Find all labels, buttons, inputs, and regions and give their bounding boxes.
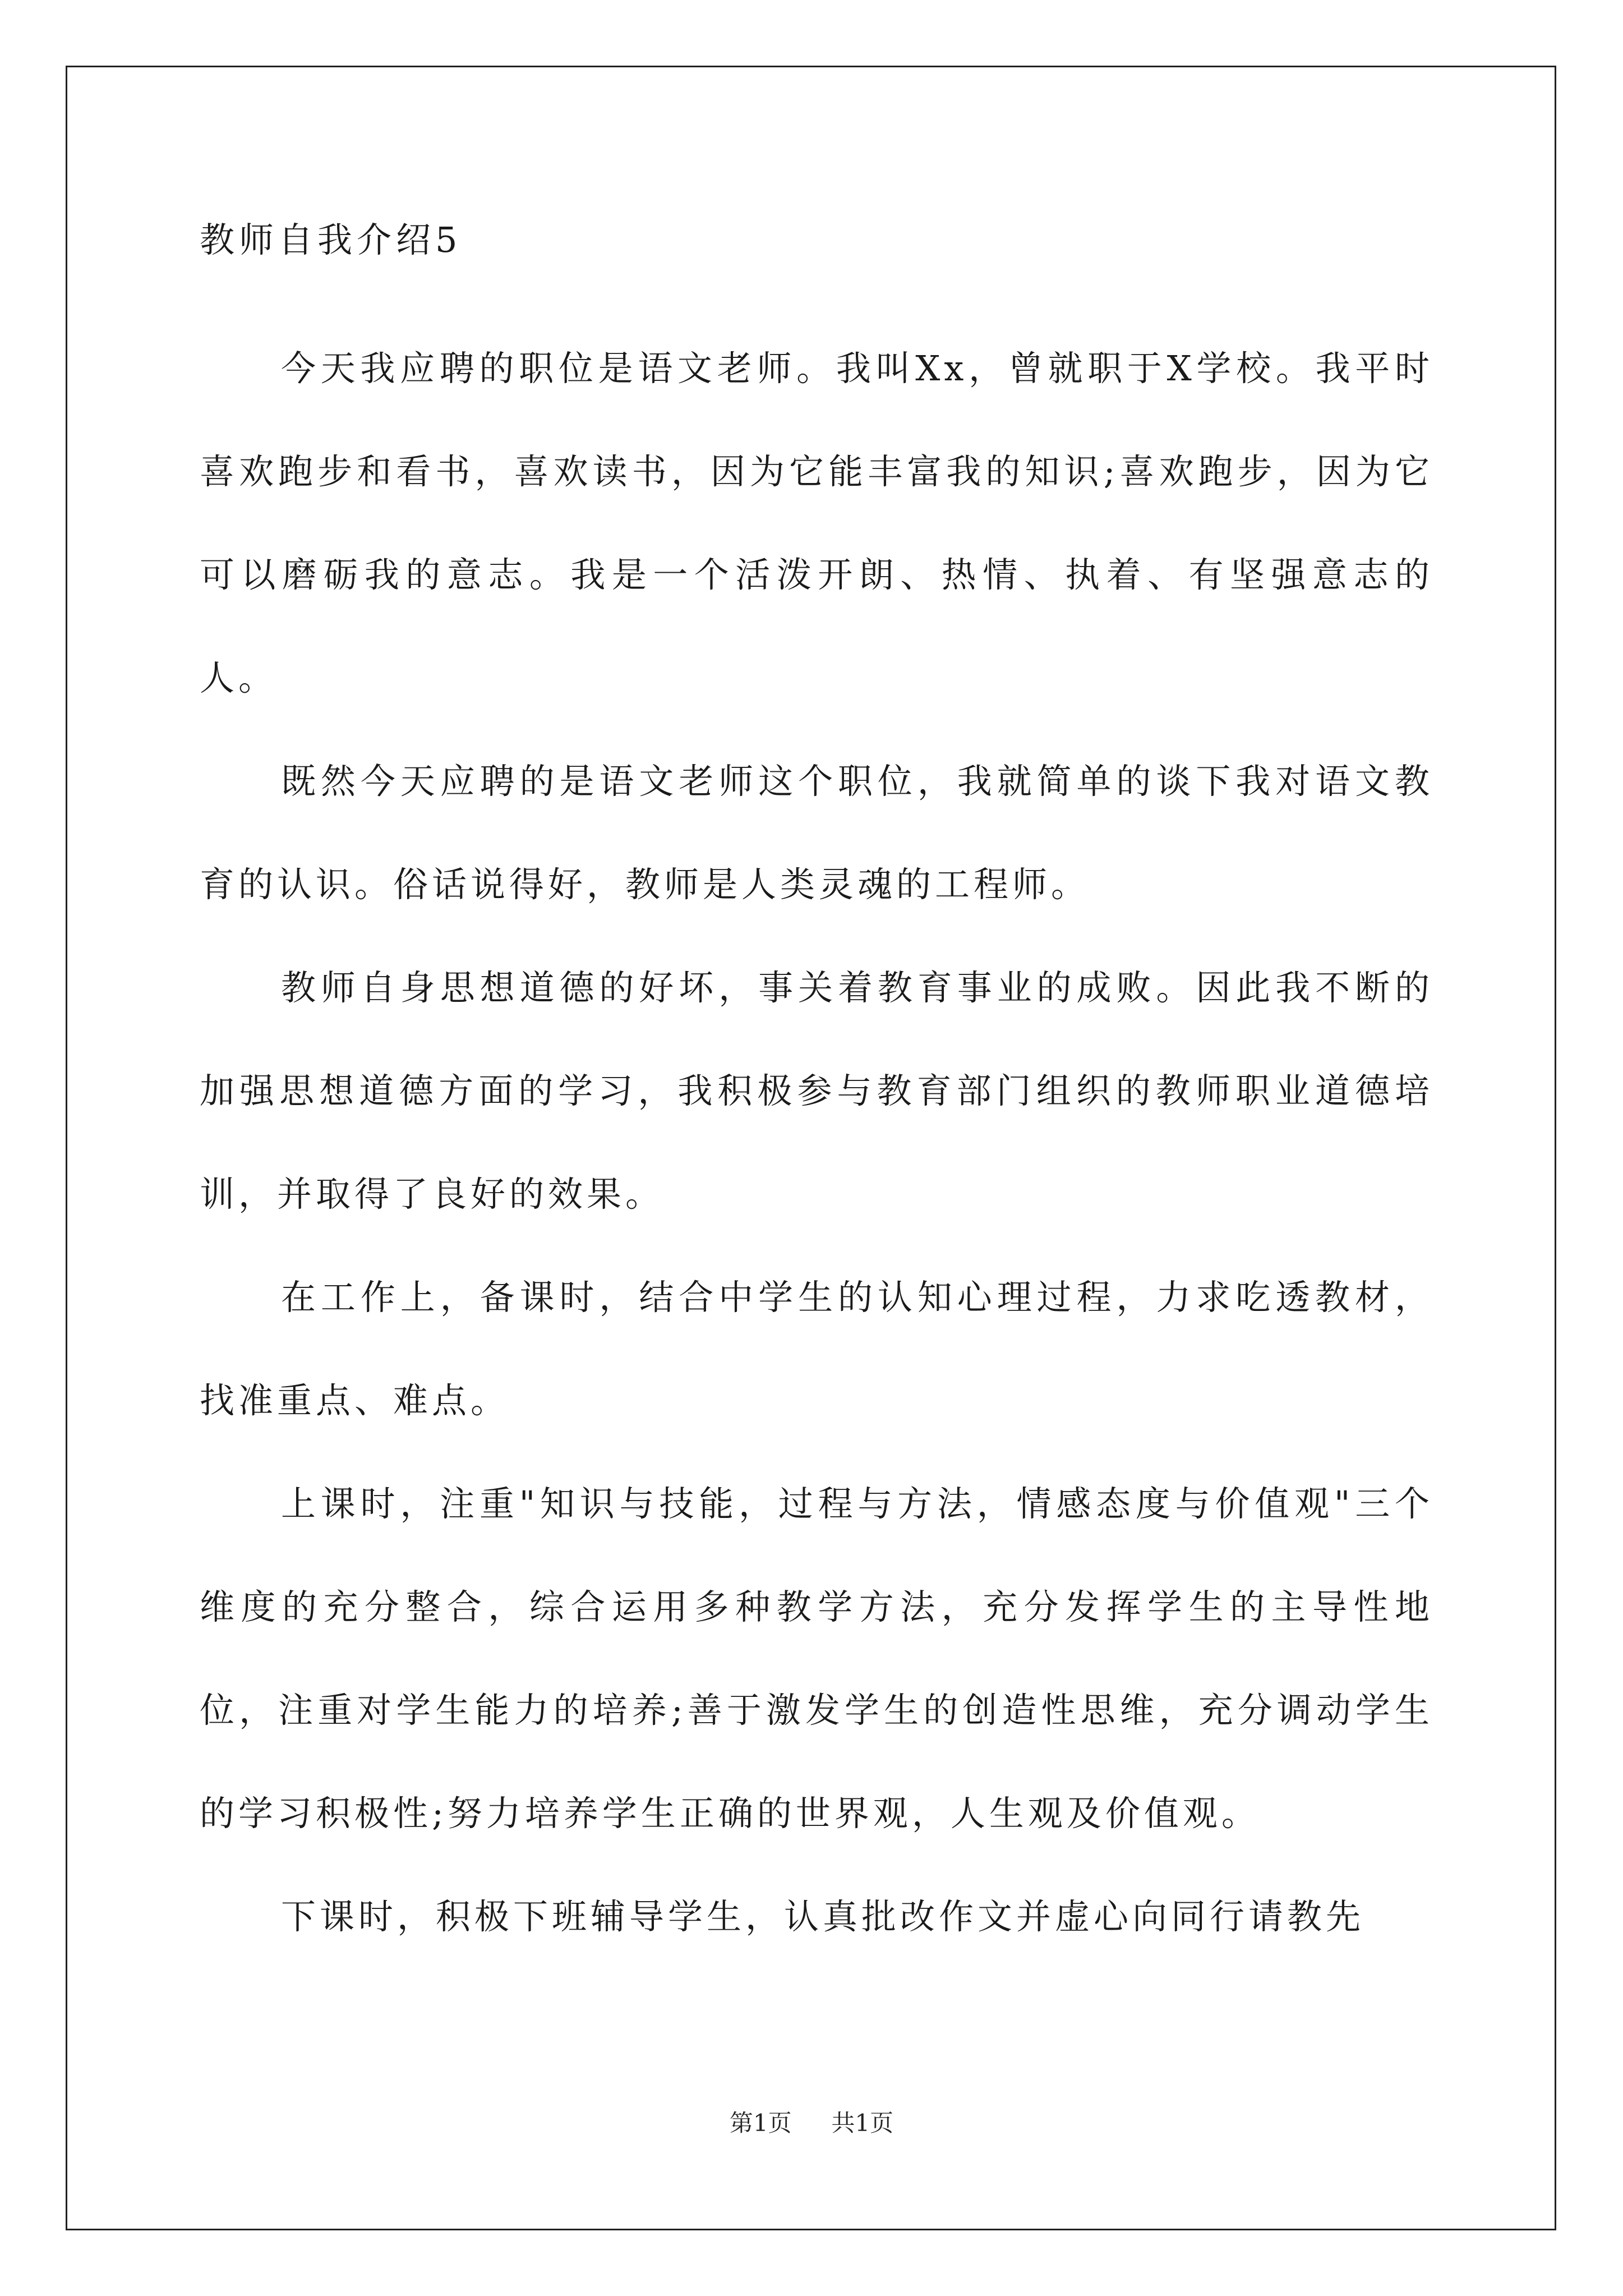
page-footer (0, 2106, 1623, 2140)
page-number: 第1页 (729, 2109, 792, 2137)
paragraph-5: 上课时，注重"知识与技能，过程与方法，情感态度与价值观"三个维度的充分整合，综合运用多种教学方法，充分发挥学生的主导性地位，注重对学生能力的培养;善于激发学生的创造性思维，充分调动学生的学习积极性;努力培养学生正确的世界观，人生观及价值观。 (200, 1483, 1433, 1834)
paragraph-2: 既然今天应聘的是语文老师这个职位，我就简单的谈下我对语文教育的认识。俗话说得好，教师是人类灵魂的工程师。 (200, 761, 1433, 905)
page-total: 共1页 (831, 2109, 894, 2137)
paragraph-1: 今天我应聘的职位是语文老师。我叫Xx，曾就职于X学校。我平时喜欢跑步和看书，喜欢读书，因为它能丰富我的知识;喜欢跑步，因为它可以磨砺我的意志。我是一个活泼开朗、热情、执着、有坚强意志的人。 (200, 348, 1433, 698)
paragraph-6: 下课时，积极下班辅导学生，认真批改作文并虚心向同行请教先 (281, 1896, 1365, 1937)
paragraph-4: 在工作上，备课时，结合中学生的认知心理过程，力求吃透教材，找准重点、难点。 (200, 1277, 1433, 1421)
paragraph-3: 教师自身思想道德的好坏，事关着教育事业的成败。因此我不断的加强思想道德方面的学习，我积极参与教育部门组织的教师职业道德培训，并取得了良好的效果。 (200, 967, 1433, 1214)
document-body (200, 212, 1433, 1968)
document-title: 教师自我介绍5 (200, 219, 462, 260)
